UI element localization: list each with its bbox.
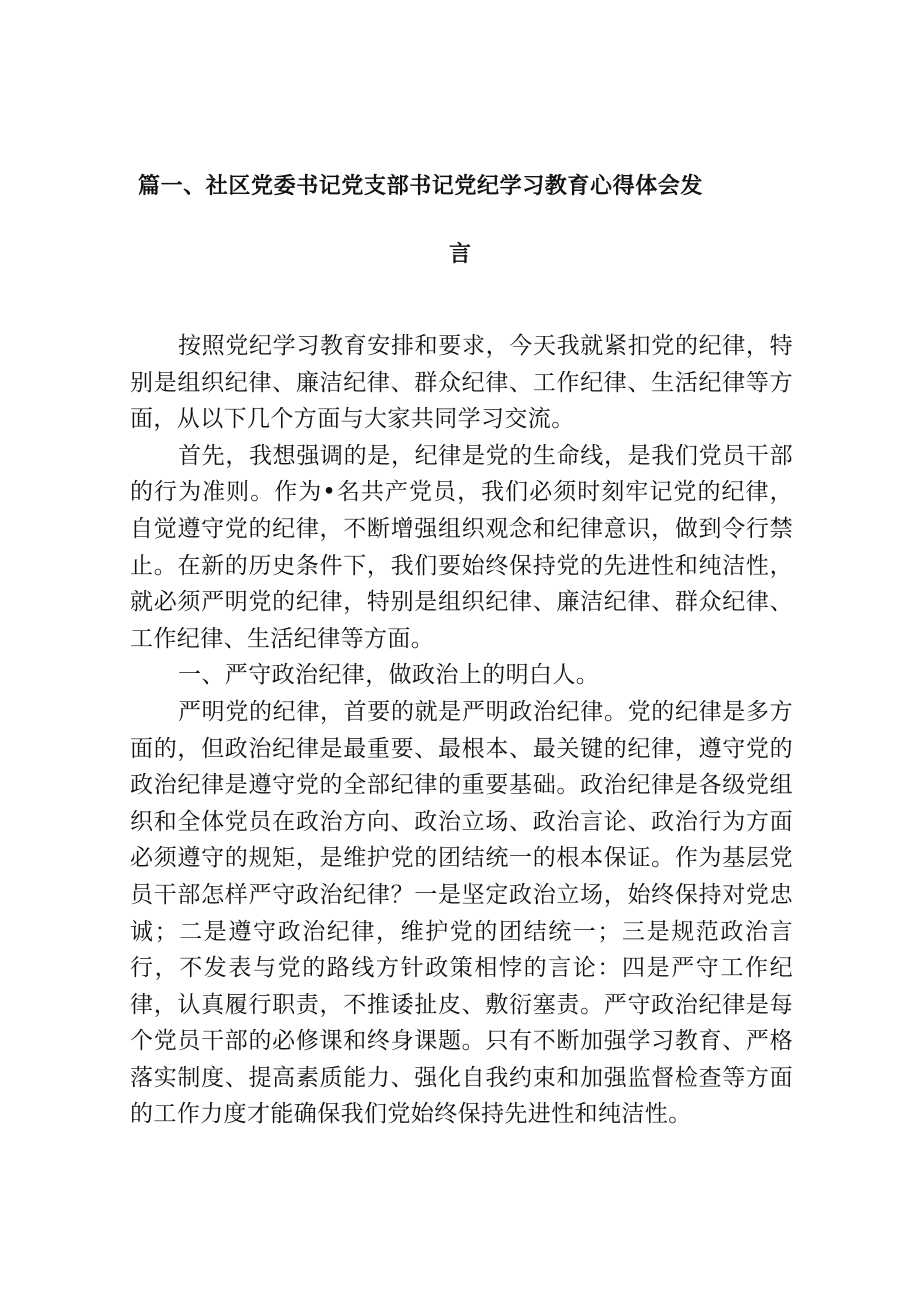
paragraph-first: 首先，我想强调的是，纪律是党的生命线，是我们党员干部的行为准则。作为•名共产党员，我们必须时刻牢记党的纪律，自觉遵守党的纪律，不断增强组织观念和纪律意识，做到令行禁止。在新的历史条件下，我们要始终保持党的先进性和纯洁性，就必须严明党的纪律，特别是组织纪律、廉洁纪律、群众纪律、工作纪律、生活纪律等方面。 [130,442,793,652]
document-title-continuation: 言 [448,242,471,267]
paragraph-intro: 按照党纪学习教育安排和要求，今天我就紧扣党的纪律，特别是组织纪律、廉洁纪律、群众纪律、工作纪律、生活纪律等方面，从以下几个方面与大家共同学习交流。 [130,333,793,433]
section-heading-one: 一、严守政治纪律，做政治上的明白人。 [178,662,600,689]
document-body [130,328,793,1133]
document-title: 篇一、社区党委书记党支部书记党纪学习教育心得体会发 [138,174,704,199]
paragraph-political-discipline: 严明党的纪律，首要的就是严明政治纪律。党的纪律是多方面的，但政治纪律是最重要、最根本、最关键的纪律，遵守党的政治纪律是遵守党的全部纪律的重要基础。政治纪律是各级党组织和全体党员在政治方向、政治立场、政治言论、政治行为方面必须遵守的规矩，是维护党的团结统一的根本保证。作为基层党员干部怎样严守政治纪律？一是坚定政治立场，始终保持对党忠诚；二是遵守政治纪律，维护党的团结统一；三是规范政治言行，不发表与党的路线方针政策相悖的言论：四是严守工作纪律，认真履行职责，不推诿扯皮、敷衍塞责。严守政治纪律是每个党员干部的必修课和终身课题。只有不断加强学习教育、严格落实制度、提高素质能力、强化自我约束和加强监督检查等方面的工作力度才能确保我们党始终保持先进性和纯洁性。 [130,698,793,1128]
